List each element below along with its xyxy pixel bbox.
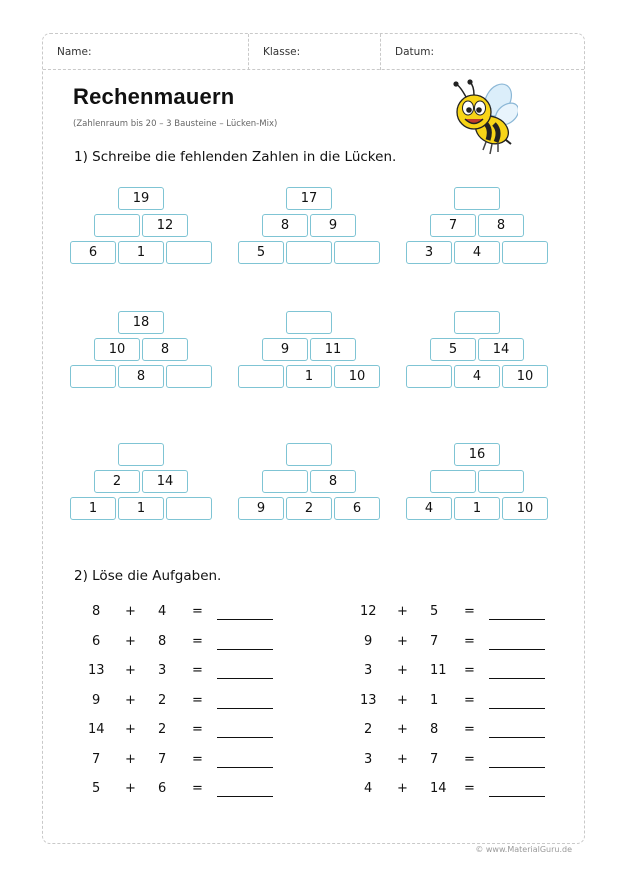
plus-sign: + <box>125 604 136 619</box>
answer-line[interactable] <box>489 708 545 709</box>
first-operand: 2 <box>364 722 373 737</box>
empty-brick-top[interactable] <box>286 443 332 466</box>
page-subtitle: (Zahlenraum bis 20 – 3 Bausteine – Lücken-Mix) <box>73 119 278 129</box>
second-operand: 6 <box>158 781 167 796</box>
equals-sign: = <box>464 751 475 767</box>
second-operand: 8 <box>430 722 439 737</box>
equals-sign: = <box>464 692 475 708</box>
brick-bottom: 8 <box>118 365 164 388</box>
equals-sign: = <box>192 722 203 737</box>
answer-line[interactable] <box>489 619 545 620</box>
brick-bottom: 4 <box>454 241 500 264</box>
first-operand: 14 <box>88 722 105 737</box>
brick-bottom: 1 <box>118 241 164 264</box>
task-1-instruction: 1) Schreibe die fehlenden Zahlen in die Lücken. <box>74 149 397 165</box>
class-label: Klasse: <box>263 46 301 58</box>
task-2-instruction: 2) Löse die Aufgaben. <box>74 568 222 584</box>
empty-brick-bottom[interactable] <box>406 365 452 388</box>
equals-sign: = <box>192 751 203 767</box>
second-operand: 2 <box>158 692 167 708</box>
plus-sign: + <box>397 751 408 767</box>
first-operand: 6 <box>92 633 101 649</box>
equals-sign: = <box>192 781 203 796</box>
first-operand: 13 <box>88 663 105 678</box>
first-operand: 9 <box>92 692 101 708</box>
first-operand: 7 <box>92 751 101 767</box>
header-row <box>43 34 584 70</box>
answer-line[interactable] <box>217 678 273 679</box>
answer-line[interactable] <box>217 796 273 797</box>
brick-middle: 8 <box>310 470 356 493</box>
brick-bottom: 1 <box>70 497 116 520</box>
equals-sign: = <box>464 781 475 796</box>
equals-sign: = <box>464 633 475 649</box>
plus-sign: + <box>397 663 408 678</box>
equals-sign: = <box>192 633 203 649</box>
brick-bottom: 3 <box>406 241 452 264</box>
brick-middle: 14 <box>478 338 524 361</box>
plus-sign: + <box>125 692 136 708</box>
second-operand: 5 <box>430 604 439 619</box>
answer-line[interactable] <box>489 649 545 650</box>
brick-middle: 11 <box>310 338 356 361</box>
empty-brick-middle[interactable] <box>262 470 308 493</box>
plus-sign: + <box>397 692 408 708</box>
equals-sign: = <box>464 722 475 737</box>
brick-middle: 7 <box>430 214 476 237</box>
empty-brick-top[interactable] <box>454 311 500 334</box>
brick-middle: 14 <box>142 470 188 493</box>
equals-sign: = <box>192 692 203 708</box>
brick-bottom: 1 <box>454 497 500 520</box>
empty-brick-top[interactable] <box>286 311 332 334</box>
brick-top: 18 <box>118 311 164 334</box>
plus-sign: + <box>397 604 408 619</box>
plus-sign: + <box>397 722 408 737</box>
second-operand: 11 <box>430 663 447 678</box>
empty-brick-top[interactable] <box>118 443 164 466</box>
empty-brick-bottom[interactable] <box>502 241 548 264</box>
brick-bottom: 6 <box>70 241 116 264</box>
class-field[interactable] <box>248 34 380 70</box>
second-operand: 14 <box>430 781 447 796</box>
brick-middle: 8 <box>262 214 308 237</box>
brick-bottom: 10 <box>502 365 548 388</box>
answer-line[interactable] <box>489 767 545 768</box>
plus-sign: + <box>125 633 136 649</box>
first-operand: 13 <box>360 692 377 708</box>
answer-line[interactable] <box>217 737 273 738</box>
first-operand: 8 <box>92 604 101 619</box>
plus-sign: + <box>397 633 408 649</box>
brick-middle: 9 <box>262 338 308 361</box>
plus-sign: + <box>125 751 136 767</box>
name-field[interactable] <box>43 34 248 70</box>
answer-line[interactable] <box>489 796 545 797</box>
empty-brick-middle[interactable] <box>478 470 524 493</box>
brick-middle: 8 <box>478 214 524 237</box>
brick-bottom: 1 <box>118 497 164 520</box>
brick-middle: 2 <box>94 470 140 493</box>
brick-bottom: 1 <box>286 365 332 388</box>
answer-line[interactable] <box>217 767 273 768</box>
date-field[interactable] <box>380 34 586 70</box>
second-operand: 7 <box>430 751 439 767</box>
equals-sign: = <box>192 663 203 678</box>
brick-bottom: 5 <box>238 241 284 264</box>
brick-middle: 9 <box>310 214 356 237</box>
brick-middle: 10 <box>94 338 140 361</box>
first-operand: 3 <box>364 751 373 767</box>
copyright-footer: © www.MaterialGuru.de <box>475 845 572 854</box>
bee-icon <box>448 78 518 162</box>
brick-top: 17 <box>286 187 332 210</box>
plus-sign: + <box>397 781 408 796</box>
second-operand: 4 <box>158 604 167 619</box>
answer-line[interactable] <box>489 737 545 738</box>
answer-line[interactable] <box>217 708 273 709</box>
page-title: Rechenmauern <box>73 84 235 109</box>
empty-brick-top[interactable] <box>454 187 500 210</box>
second-operand: 3 <box>158 663 167 678</box>
brick-top: 19 <box>118 187 164 210</box>
equals-sign: = <box>464 663 475 678</box>
first-operand: 12 <box>360 604 377 619</box>
equals-sign: = <box>192 604 203 619</box>
brick-bottom: 4 <box>454 365 500 388</box>
plus-sign: + <box>125 663 136 678</box>
brick-middle: 8 <box>142 338 188 361</box>
brick-bottom: 9 <box>238 497 284 520</box>
answer-line[interactable] <box>489 678 545 679</box>
empty-brick-bottom[interactable] <box>286 241 332 264</box>
brick-bottom: 10 <box>334 365 380 388</box>
brick-middle: 5 <box>430 338 476 361</box>
first-operand: 4 <box>364 781 373 796</box>
plus-sign: + <box>125 781 136 796</box>
second-operand: 1 <box>430 692 439 708</box>
empty-brick-middle[interactable] <box>94 214 140 237</box>
brick-bottom: 6 <box>334 497 380 520</box>
name-label: Name: <box>57 46 92 58</box>
empty-brick-bottom[interactable] <box>166 497 212 520</box>
brick-bottom: 4 <box>406 497 452 520</box>
empty-brick-bottom[interactable] <box>70 365 116 388</box>
second-operand: 8 <box>158 633 167 649</box>
brick-bottom: 2 <box>286 497 332 520</box>
second-operand: 7 <box>430 633 439 649</box>
first-operand: 3 <box>364 663 373 678</box>
second-operand: 2 <box>158 722 167 737</box>
empty-brick-bottom[interactable] <box>334 241 380 264</box>
date-label: Datum: <box>395 46 435 58</box>
brick-middle: 12 <box>142 214 188 237</box>
empty-brick-bottom[interactable] <box>166 365 212 388</box>
first-operand: 5 <box>92 781 101 796</box>
answer-line[interactable] <box>217 619 273 620</box>
empty-brick-middle[interactable] <box>430 470 476 493</box>
equals-sign: = <box>464 604 475 619</box>
empty-brick-bottom[interactable] <box>238 365 284 388</box>
brick-top: 16 <box>454 443 500 466</box>
empty-brick-bottom[interactable] <box>166 241 212 264</box>
second-operand: 7 <box>158 751 167 767</box>
brick-bottom: 10 <box>502 497 548 520</box>
first-operand: 9 <box>364 633 373 649</box>
plus-sign: + <box>125 722 136 737</box>
answer-line[interactable] <box>217 649 273 650</box>
